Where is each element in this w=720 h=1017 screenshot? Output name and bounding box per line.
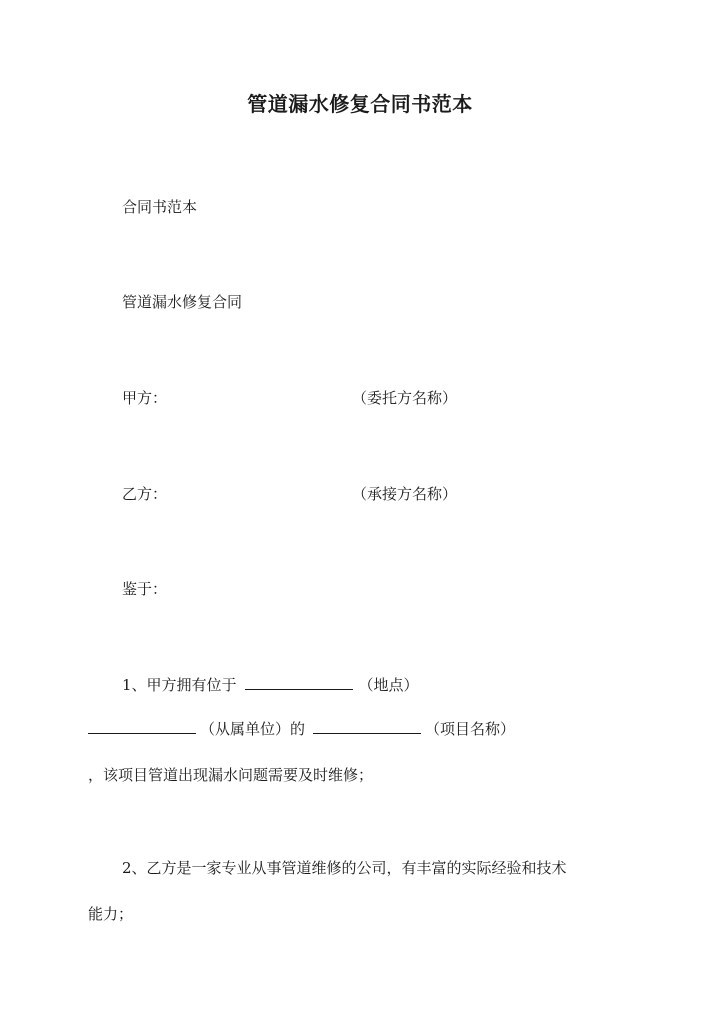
clause-2-line-2: 能力； bbox=[88, 905, 134, 923]
whereas-heading: 鉴于： bbox=[122, 580, 168, 598]
clause-2-line-1: 2、乙方是一家专业从事管道维修的公司，有丰富的实际经验和技术 bbox=[122, 859, 567, 877]
document-title: 管道漏水修复合同书范本 bbox=[247, 92, 473, 116]
location-hint: （地点） bbox=[358, 676, 419, 694]
unit-hint: （从属单位）的 bbox=[200, 720, 306, 738]
clause-1-line-2 bbox=[88, 719, 515, 739]
party-a-label: 甲方： bbox=[122, 389, 168, 407]
party-a-hint: （委托方名称） bbox=[352, 389, 458, 407]
project-blank bbox=[313, 719, 421, 734]
party-b-hint: （承接方名称） bbox=[352, 485, 458, 503]
subtitle-contract-name: 管道漏水修复合同 bbox=[122, 293, 243, 311]
party-b-label: 乙方： bbox=[122, 485, 168, 503]
clause-1-line-3: ，该项目管道出现漏水问题需要及时维修； bbox=[88, 766, 374, 784]
location-blank bbox=[245, 675, 353, 690]
project-hint: （项目名称） bbox=[425, 720, 516, 738]
clause-1-line-1 bbox=[122, 675, 419, 695]
subtitle-contract-template: 合同书范本 bbox=[122, 198, 198, 216]
clause-1-prefix: 1、甲方拥有位于 bbox=[122, 676, 237, 694]
unit-blank bbox=[88, 719, 196, 734]
